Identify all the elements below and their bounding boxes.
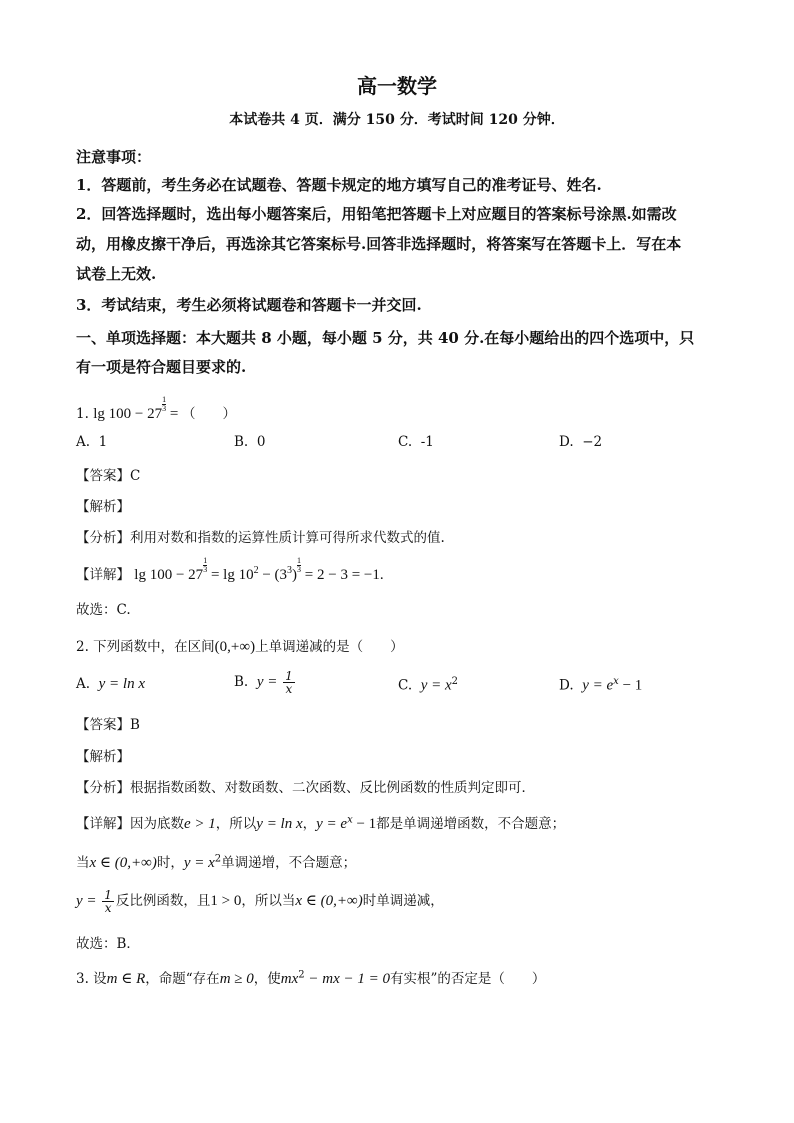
- detail-line: 当x ∈ (0,+∞)时，$y = x^2$单调递增，不合题意；: [76, 853, 357, 871]
- analysis-tag: 【解析】: [76, 749, 130, 765]
- page-title: 高一数学: [357, 74, 437, 98]
- analysis-line: 【分析】根据指数函数、对数函数、二次函数、反比例函数的性质判定即可．: [76, 780, 535, 796]
- conclusion: 故选：C.: [76, 602, 131, 618]
- question-2-stem: 2. 下列函数中，在区间(0,+∞)上单调递减的是（ ）: [76, 639, 404, 655]
- question-3-stem: 3. 设m ∈ R，命题“存在m ≥ 0，使$mx^2$ − mx − 1 = 0有实根”的否定是（ ）: [76, 969, 546, 987]
- option-c: C. -1: [398, 434, 434, 450]
- analysis-line: 【分析】利用对数和指数的运算性质计算可得所求代数式的值.: [76, 530, 445, 546]
- notice-item-2-cont-2: 试卷上无效.: [76, 265, 157, 283]
- option-d: D. −2: [559, 434, 603, 450]
- notice-item-2: 2．回答选择题时，选出每小题答案后，用铅笔把答题卡上对应题目的答案标号涂黑.如需改: [76, 205, 677, 223]
- detail-line: y = $\frac{1}{x}$ 反比例函数，且1 > 0，所以当x ∈ (0,+∞)时单调递减，: [76, 888, 444, 915]
- option-d: D. $y = e^x - 1$: [559, 676, 643, 694]
- notice-heading: 注意事项：: [76, 148, 152, 166]
- answer-tag: 【答案】: [76, 717, 130, 733]
- notice-item-2-cont: 动，用橡皮擦干净后，再选涂其它答案标号.回答非选择题时，将答案写在答题卡上．写在本: [76, 235, 682, 253]
- option-b: B. 0: [234, 434, 266, 450]
- detail-line: 【详解】因为底数e > 1，所以y = ln x，$y = e^x - 1$都是单调递增函数，不合题意；: [76, 814, 566, 832]
- conclusion: 故选：B．: [76, 936, 140, 952]
- option-a: A. y = ln x: [76, 676, 145, 692]
- answer-line: [76, 464, 140, 484]
- analysis-tag: 【解析】: [76, 499, 130, 515]
- notice-item-1: 1．答题前，考生务必在试题卷、答题卡规定的地方填写自己的准考证号、姓名.: [76, 176, 602, 194]
- option-a: A. 1: [76, 434, 108, 450]
- question-1-stem: [76, 395, 237, 423]
- math-expression: lg 100 − 27 $\frac{1}{3}$ =: [93, 395, 183, 422]
- section-heading: 一、单项选择题：本大题共 8 小题，每小题 5 分，共 40 分.在每小题给出的四个选项中，只: [76, 329, 695, 347]
- option-c: C. $y = x^2$: [398, 676, 459, 694]
- option-b: B. y = $\frac{1}{x}$: [234, 669, 293, 696]
- answer-tag: 【答案】: [76, 468, 130, 484]
- answer-value: C: [130, 468, 141, 484]
- exam-info: 本试卷共 4 页．满分 150 分．考试时间 120 分钟．: [229, 112, 565, 128]
- section-heading-cont: 有一项是符合题目要求的.: [76, 358, 247, 376]
- answer-value: B: [130, 717, 140, 733]
- answer-blank: （ ）: [182, 406, 237, 422]
- question-number: 1.: [76, 406, 89, 422]
- detail-line: 【详解】 lg 100 − 27 $\frac{1}{3}$ = $\lg 10^2 - (3^3)$ $\frac{1}{3}$ = 2 − 3 = −1.: [76, 556, 384, 583]
- math-expression: lg 100 − 27 $\frac{1}{3}$ = $\lg 10^2 - (3^3)$ $\frac{1}{3}$ = 2 − 3 = −1.: [134, 556, 384, 583]
- answer-line: [76, 713, 140, 733]
- notice-item-3: 3．考试结束，考生必须将试题卷和答题卡一并交回.: [76, 296, 422, 314]
